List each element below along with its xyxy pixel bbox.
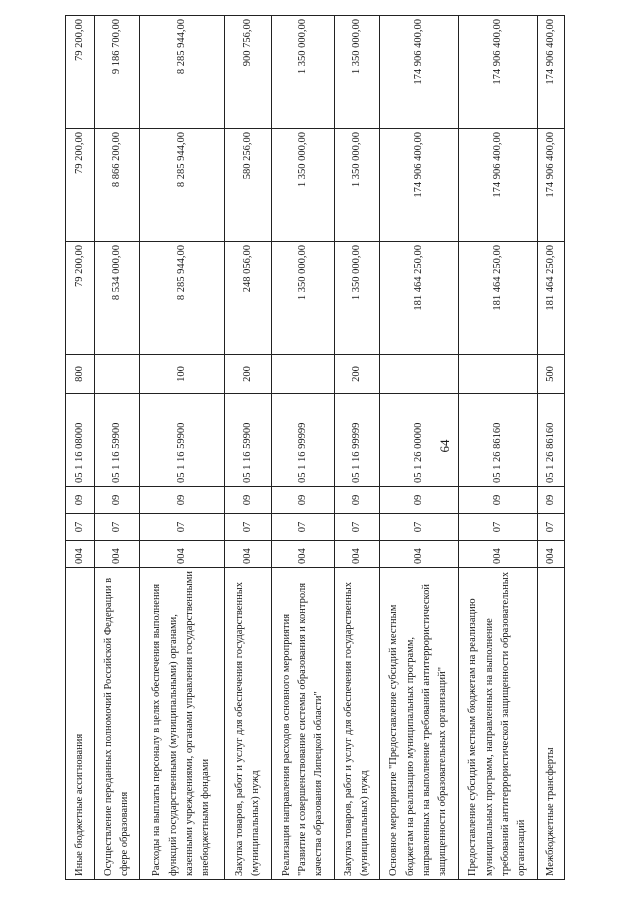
table-row bbox=[380, 16, 459, 880]
cell-rz: 07 bbox=[140, 514, 225, 541]
cell-sum-2: 174 906 400,00 bbox=[380, 129, 459, 242]
cell-sum-3: 900 756,00 bbox=[225, 16, 272, 129]
cell-vr bbox=[380, 355, 459, 394]
cell-sum-1: 1 350 000,00 bbox=[272, 242, 335, 355]
cell-pr: 09 bbox=[538, 487, 565, 514]
cell-csr: 05 1 26 86160 bbox=[459, 394, 538, 487]
table-row bbox=[459, 16, 538, 880]
table-row bbox=[95, 16, 140, 880]
cell-name: Реализация направления расходов основного мероприятия "Развитие и совершенствование системы образования и контроля качества образования Липецкой области" bbox=[272, 568, 335, 880]
cell-sum-3: 79 200,00 bbox=[66, 16, 95, 129]
cell-vr: 200 bbox=[335, 355, 380, 394]
cell-sum-2: 580 256,00 bbox=[225, 129, 272, 242]
table-row bbox=[538, 16, 565, 880]
table-row bbox=[140, 16, 225, 880]
cell-vr: 100 bbox=[140, 355, 225, 394]
cell-sum-2: 79 200,00 bbox=[66, 129, 95, 242]
cell-vr bbox=[95, 355, 140, 394]
cell-sum-3: 174 906 400,00 bbox=[459, 16, 538, 129]
cell-pr: 09 bbox=[66, 487, 95, 514]
cell-sum-2: 8 866 200,00 bbox=[95, 129, 140, 242]
cell-sum-1: 181 464 250,00 bbox=[459, 242, 538, 355]
cell-vr bbox=[459, 355, 538, 394]
cell-pr: 09 bbox=[140, 487, 225, 514]
cell-rz: 07 bbox=[459, 514, 538, 541]
cell-grbs: 004 bbox=[380, 541, 459, 568]
cell-name: Иные бюджетные ассигнования bbox=[66, 568, 95, 880]
cell-rz: 07 bbox=[335, 514, 380, 541]
cell-vr: 200 bbox=[225, 355, 272, 394]
cell-name: Предоставление субсидий местным бюджетам на реализацию муниципальных программ, направленных на выполнение требований антитеррористической защищенности образовательных организаций bbox=[459, 568, 538, 880]
cell-sum-2: 1 350 000,00 bbox=[272, 129, 335, 242]
cell-sum-3: 9 186 700,00 bbox=[95, 16, 140, 129]
cell-pr: 09 bbox=[335, 487, 380, 514]
cell-grbs: 004 bbox=[538, 541, 565, 568]
cell-sum-1: 8 285 944,00 bbox=[140, 242, 225, 355]
cell-sum-3: 1 350 000,00 bbox=[335, 16, 380, 129]
table-rotation-wrapper bbox=[65, 19, 580, 880]
cell-sum-2: 174 906 400,00 bbox=[538, 129, 565, 242]
cell-rz: 07 bbox=[225, 514, 272, 541]
cell-name: Основное мероприятие "Предоставление субсидий местным бюджетам на реализацию муниципальных программ, направленных на выполнение требований антитеррористической защищенности образовательных организаций" bbox=[380, 568, 459, 880]
cell-csr: 05 1 16 99999 bbox=[335, 394, 380, 487]
cell-vr bbox=[272, 355, 335, 394]
budget-table bbox=[65, 15, 565, 880]
cell-grbs: 004 bbox=[95, 541, 140, 568]
table-row bbox=[272, 16, 335, 880]
cell-grbs: 004 bbox=[459, 541, 538, 568]
cell-sum-1: 1 350 000,00 bbox=[335, 242, 380, 355]
cell-rz: 07 bbox=[95, 514, 140, 541]
cell-grbs: 004 bbox=[140, 541, 225, 568]
cell-csr: 05 1 16 59900 bbox=[95, 394, 140, 487]
cell-name: Осуществление переданных полномочий Российской Федерации в сфере образования bbox=[95, 568, 140, 880]
cell-sum-1: 8 534 000,00 bbox=[95, 242, 140, 355]
cell-name: Закупка товаров, работ и услуг для обеспечения государственных (муниципальных) нужд bbox=[335, 568, 380, 880]
cell-name: Расходы на выплаты персоналу в целях обеспечения выполнения функций государственными (муниципальными) органами, казенными учреждениями, органами управления государственными внебюджетными фондами bbox=[140, 568, 225, 880]
cell-rz: 07 bbox=[538, 514, 565, 541]
cell-sum-3: 174 906 400,00 bbox=[380, 16, 459, 129]
table-row bbox=[66, 16, 95, 880]
cell-pr: 09 bbox=[225, 487, 272, 514]
cell-rz: 07 bbox=[380, 514, 459, 541]
cell-sum-3: 8 285 944,00 bbox=[140, 16, 225, 129]
cell-rz: 07 bbox=[272, 514, 335, 541]
cell-rz: 07 bbox=[66, 514, 95, 541]
cell-pr: 09 bbox=[95, 487, 140, 514]
cell-grbs: 004 bbox=[272, 541, 335, 568]
cell-grbs: 004 bbox=[225, 541, 272, 568]
table-row bbox=[225, 16, 272, 880]
cell-csr: 05 1 26 00000 bbox=[380, 394, 459, 487]
page-number: 64 bbox=[437, 439, 452, 453]
cell-grbs: 004 bbox=[335, 541, 380, 568]
cell-sum-1: 248 056,00 bbox=[225, 242, 272, 355]
cell-sum-3: 174 906 400,00 bbox=[538, 16, 565, 129]
cell-csr: 05 1 16 59900 bbox=[225, 394, 272, 487]
cell-sum-1: 79 200,00 bbox=[66, 242, 95, 355]
cell-grbs: 004 bbox=[66, 541, 95, 568]
cell-csr: 05 1 16 59900 bbox=[140, 394, 225, 487]
cell-name: Закупка товаров, работ и услуг для обеспечения государственных (муниципальных) нужд bbox=[225, 568, 272, 880]
cell-pr: 09 bbox=[380, 487, 459, 514]
cell-sum-1: 181 464 250,00 bbox=[380, 242, 459, 355]
cell-csr: 05 1 16 99999 bbox=[272, 394, 335, 487]
cell-sum-3: 1 350 000,00 bbox=[272, 16, 335, 129]
cell-vr: 800 bbox=[66, 355, 95, 394]
cell-csr: 05 1 16 08000 bbox=[66, 394, 95, 487]
cell-sum-2: 8 285 944,00 bbox=[140, 129, 225, 242]
cell-pr: 09 bbox=[459, 487, 538, 514]
table-row bbox=[335, 16, 380, 880]
cell-name: Межбюджетные трансферты bbox=[538, 568, 565, 880]
cell-csr: 05 1 26 86160 bbox=[538, 394, 565, 487]
cell-vr: 500 bbox=[538, 355, 565, 394]
cell-sum-2: 174 906 400,00 bbox=[459, 129, 538, 242]
cell-sum-2: 1 350 000,00 bbox=[335, 129, 380, 242]
cell-sum-1: 181 464 250,00 bbox=[538, 242, 565, 355]
cell-pr: 09 bbox=[272, 487, 335, 514]
